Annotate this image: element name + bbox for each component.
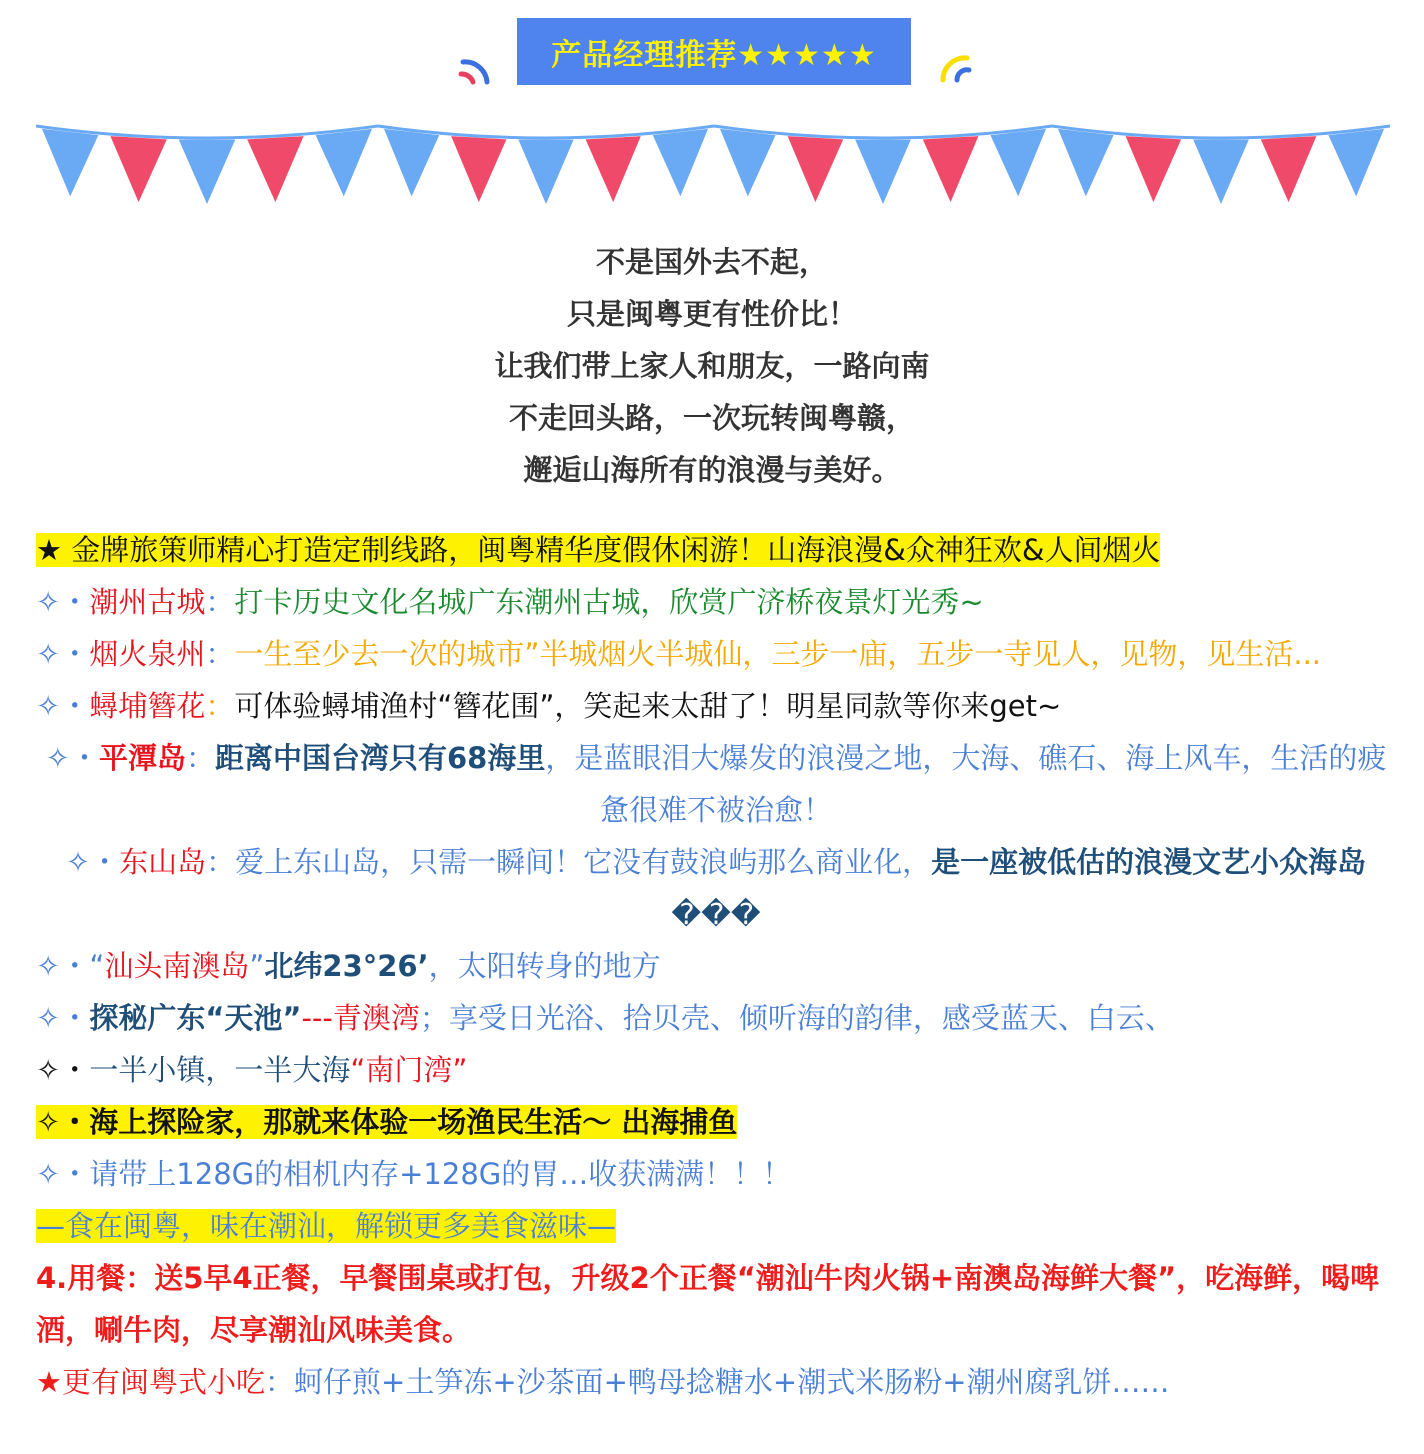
bunting-flag [384,129,439,196]
item-colon: ： [205,585,235,619]
item-qingao [36,992,1396,1044]
item-quote: “ [89,949,105,983]
bunting-flag [720,129,776,196]
item-pingtan [36,732,1396,836]
item-dongshan [36,836,1396,940]
bunting-flag [1328,129,1384,196]
itinerary-content [36,524,1396,1408]
item-name: 潮州古城 [89,585,206,619]
meals-info: 4.用餐：送5早4正餐，早餐围桌或打包，升级2个正餐“潮汕牛肉火锅+南澳岛海鲜大餐”，吃海鲜，喝啤酒，唰牛肉，尽享潮汕风味美食。 [36,1261,1380,1347]
item-name: 蟳埔簪花 [89,689,206,723]
bunting-flags [0,110,1424,220]
item-camera: ✧・请带上128G的相机内存+128G的胃…收获满满！！！ [36,1157,792,1191]
intro-line: 让我们带上家人和朋友，一路向南 [494,349,930,383]
bunting-flag [1126,136,1182,202]
item-desc: 一生至少去一次的城市”半城烟火半城仙，三步一庙，五步一寺见人，见物，见生活... [234,637,1322,671]
item-name: “南门湾” [350,1053,468,1087]
item-colon: ： [205,689,235,723]
bunting-flag [110,136,166,202]
bunting-flag [451,136,506,202]
intro-line: 邂逅山海所有的浪漫与美好。 [523,453,901,487]
item-desc: ，是蓝眼泪大爆发的浪漫之地，大海、礁石、海上风车，生活的疲惫很难不被治愈！ [545,741,1387,827]
item-prefix: ✧・ [36,1001,90,1035]
left-sparkle-icon [455,52,495,88]
bunting-flag [855,140,911,204]
snacks-info [36,1356,1396,1408]
item-dash: --- [301,1001,333,1035]
item-colon: ： [205,637,235,671]
recommend-banner [517,18,911,85]
item-desc: 打卡历史文化名城广东潮州古城，欣赏广济桥夜景灯光秀~ [234,585,984,619]
bunting-flag [179,140,235,204]
bunting-flag [788,136,844,202]
food-banner: —食在闽粤，味在潮汕，解锁更多美食滋味— [36,1209,617,1243]
item-tail: ��� [671,897,761,931]
snacks-colon: ： [265,1365,295,1399]
snacks-list: 蚵仔煎+土笋冻+沙茶面+鸭母捻糖水+潮式米肠粉+潮州腐乳饼…… [294,1365,1170,1399]
bunting-flag [1261,136,1317,202]
bunting-flag [586,136,641,202]
item-prefix: ✧・ [65,845,120,879]
intro-line: 只是闽粤更有性价比！ [566,297,857,331]
item-desc: ；享受日光浴、拾贝壳、倾听海的韵律，感受蓝天、白云、 [419,1001,1174,1035]
item-colon: ： [206,845,236,879]
item-nanao [36,940,1396,992]
item-name: 青澳湾 [332,1001,420,1035]
item-name: 平潭岛 [98,741,186,775]
item-nanmen [36,1044,1396,1096]
banner-title: 产品经理推荐★★★★★ [551,37,877,73]
item-name: 烟火泉州 [89,637,206,671]
item-xunpu [36,680,1396,732]
item-colon: ： [185,741,215,775]
item-quanzhou [36,628,1396,680]
right-sparkle-icon [935,50,975,86]
item-prefix: ✧・ [36,1053,90,1087]
bunting-flag [247,136,303,202]
bunting-flag [923,136,979,202]
item-desc: 一半小镇，一半大海 [89,1053,351,1087]
intro-line: 不是国外去不起， [595,245,828,279]
item-prefix: ✧・ [36,585,90,619]
item-fishing: ✧・海上探险家，那就来体验一场渔民生活～ 出海捕鱼 [36,1105,738,1139]
snacks-label: ★更有闽粤式小吃 [36,1365,265,1399]
bunting-flag [653,129,708,196]
item-bold: 探秘广东“天池” [89,1001,302,1035]
bunting-flag [42,129,98,196]
item-name: 东山岛 [119,845,207,879]
bunting-flag [518,140,573,204]
item-prefix: ✧・ [36,949,90,983]
bunting-flag [990,129,1046,196]
intro-line: 不走回头路，一次玩转闽粤赣， [508,401,915,435]
item-prefix: ✧・ [36,689,90,723]
item-bold: 是一座被低估的浪漫文艺小众海岛 [931,845,1367,879]
gold-route-highlight: ★ 金牌旅策师精心打造定制线路，闽粤精华度假休闲游！山海浪漫&众神狂欢&人间烟火 [36,533,1161,567]
bunting-flag [316,129,372,196]
item-desc: 爱上东山岛，只需一瞬间！它没有鼓浪屿那么商业化， [235,845,932,879]
item-bold: 北纬23°26’ [264,949,429,983]
intro-text [0,236,1424,496]
bunting-flag [1193,140,1249,204]
item-chaozhou [36,576,1396,628]
item-quote: ” [249,949,265,983]
item-desc: ，太阳转身的地方 [428,949,661,983]
item-name: 汕头南澳岛 [104,949,250,983]
bunting-flag [1058,129,1114,196]
item-desc: 可体验蟳埔渔村“簪花围”，笑起来太甜了！明星同款等你来get~ [234,689,1062,723]
item-prefix: ✧・ [36,637,90,671]
item-bold: 距离中国台湾只有68海里 [214,741,546,775]
item-prefix: ✧・ [45,741,99,775]
